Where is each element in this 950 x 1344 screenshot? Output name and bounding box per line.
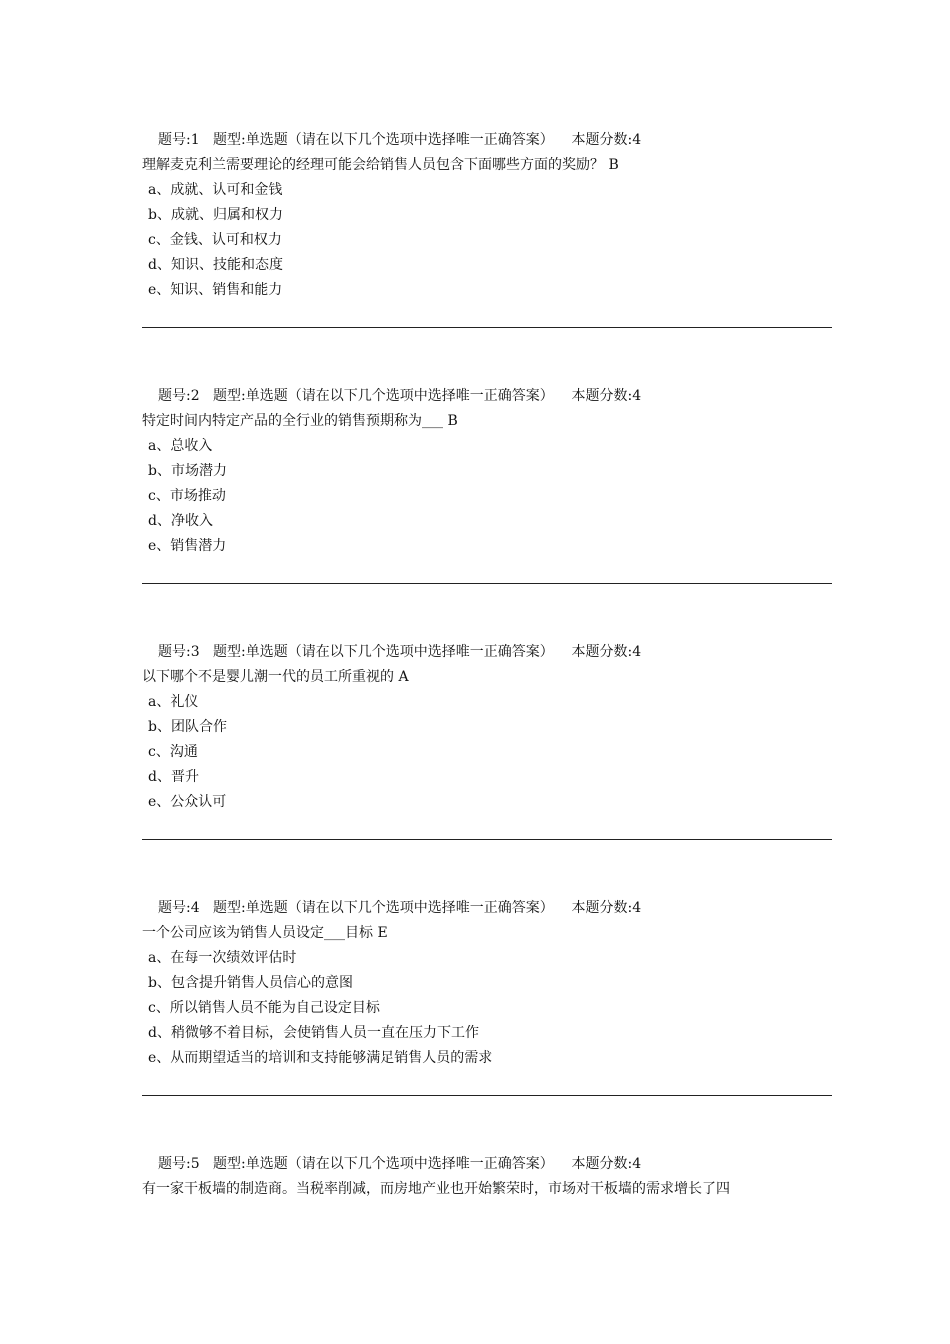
question-score: 本题分数:4 xyxy=(571,388,642,404)
option-e: e、知识、销售和能力 xyxy=(148,282,283,298)
question-number: 题号:5 xyxy=(158,1156,200,1172)
question-header xyxy=(142,896,832,921)
question-2 xyxy=(142,384,832,559)
option-e: e、公众认可 xyxy=(148,794,227,810)
question-score: 本题分数:4 xyxy=(571,644,642,660)
question-score: 本题分数:4 xyxy=(571,900,642,916)
option-a: a、成就、认可和金钱 xyxy=(148,182,283,198)
option-d: d、净收入 xyxy=(148,513,213,529)
option-b: b、团队合作 xyxy=(148,719,227,735)
question-type: 题型:单选题（请在以下几个选项中选择唯一正确答案） xyxy=(212,644,554,660)
option-c: c、沟通 xyxy=(148,744,198,760)
option-d: d、知识、技能和态度 xyxy=(148,257,283,273)
question-text: 一个公司应该为销售人员设定___目标 E xyxy=(142,925,388,941)
question-header xyxy=(142,384,832,409)
question-text: 理解麦克利兰需要理论的经理可能会给销售人员包含下面哪些方面的奖励？ B xyxy=(142,157,619,173)
question-type: 题型:单选题（请在以下几个选项中选择唯一正确答案） xyxy=(212,1156,554,1172)
option-d: d、晋升 xyxy=(148,769,199,785)
option-c: c、市场推动 xyxy=(148,488,226,504)
option-a: a、礼仪 xyxy=(148,694,199,710)
question-1 xyxy=(142,128,832,303)
option-b: b、成就、归属和权力 xyxy=(148,207,283,223)
option-e: e、销售潜力 xyxy=(148,538,227,554)
question-5 xyxy=(142,1152,832,1202)
question-text: 特定时间内特定产品的全行业的销售预期称为___ B xyxy=(142,413,458,429)
option-e: e、从而期望适当的培训和支持能够满足销售人员的需求 xyxy=(148,1050,493,1066)
question-4 xyxy=(142,896,832,1071)
question-score: 本题分数:4 xyxy=(571,1156,642,1172)
question-3 xyxy=(142,640,832,815)
question-type: 题型:单选题（请在以下几个选项中选择唯一正确答案） xyxy=(212,900,554,916)
option-b: b、包含提升销售人员信心的意图 xyxy=(148,975,353,991)
question-header xyxy=(142,1152,832,1177)
question-type: 题型:单选题（请在以下几个选项中选择唯一正确答案） xyxy=(212,132,554,148)
option-c: c、金钱、认可和权力 xyxy=(148,232,282,248)
divider xyxy=(142,1095,832,1096)
question-number: 题号:3 xyxy=(158,644,200,660)
question-text: 有一家干板墙的制造商。当税率削减，而房地产业也开始繁荣时，市场对干板墙的需求增长了四 xyxy=(142,1181,730,1197)
divider xyxy=(142,583,832,584)
question-type: 题型:单选题（请在以下几个选项中选择唯一正确答案） xyxy=(212,388,554,404)
question-number: 题号:2 xyxy=(158,388,200,404)
option-b: b、市场潜力 xyxy=(148,463,227,479)
question-header xyxy=(142,640,832,665)
question-text: 以下哪个不是婴儿潮一代的员工所重视的 A xyxy=(142,669,409,685)
question-number: 题号:1 xyxy=(158,132,200,148)
option-a: a、总收入 xyxy=(148,438,213,454)
divider xyxy=(142,327,832,328)
question-number: 题号:4 xyxy=(158,900,200,916)
divider xyxy=(142,839,832,840)
option-c: c、所以销售人员不能为自己设定目标 xyxy=(148,1000,380,1016)
option-a: a、在每一次绩效评估时 xyxy=(148,950,297,966)
question-header xyxy=(142,128,832,153)
question-score: 本题分数:4 xyxy=(571,132,642,148)
option-d: d、稍微够不着目标，会使销售人员一直在压力下工作 xyxy=(148,1025,479,1041)
